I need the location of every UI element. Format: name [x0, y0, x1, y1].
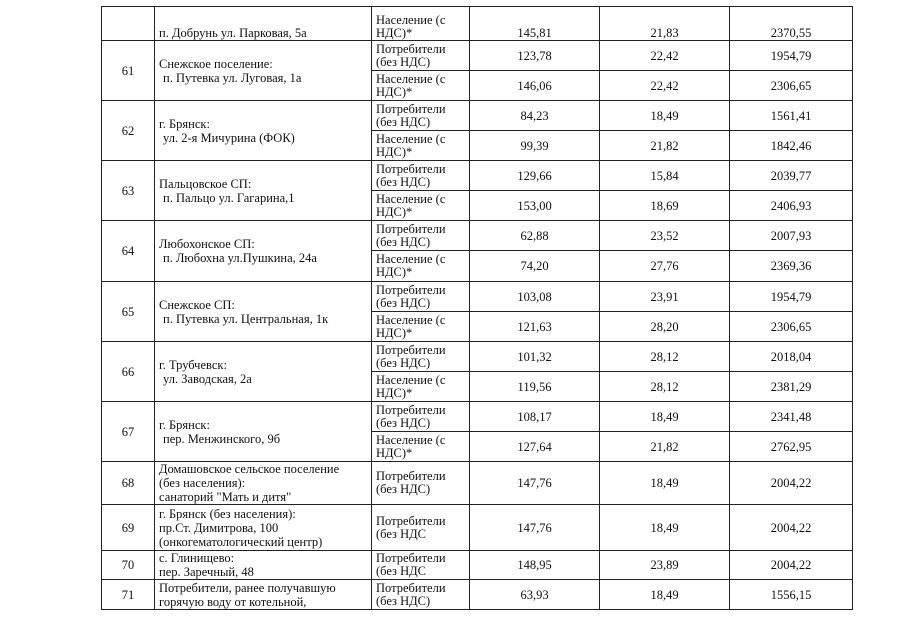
category-line: НДС)*: [376, 26, 413, 40]
address-cell: [155, 342, 372, 402]
tariff-value-cell-2: 22,42: [600, 41, 730, 71]
tariff-value-cell-2: 28,12: [600, 342, 730, 372]
tariff-value-cell-3: 2370,55: [730, 7, 853, 41]
consumer-category-cell: [372, 402, 470, 432]
address-cell: [155, 7, 372, 41]
tariff-value-cell-1: 63,93: [470, 580, 600, 610]
tariff-value-cell-1: 103,08: [470, 282, 600, 312]
tariff-value-cell-1: 146,06: [470, 71, 600, 101]
row-number-cell: 63: [102, 161, 155, 221]
row-number-cell: 69: [102, 505, 155, 551]
category-line: НДС)*: [376, 445, 413, 460]
tariff-value-cell-3: 2381,29: [730, 372, 853, 402]
consumer-category-cell: [372, 282, 470, 312]
address-line: п. Добрунь ул. Парковая, 5а: [159, 26, 307, 40]
category-line: Население (с: [376, 191, 446, 206]
address-cell: [155, 282, 372, 342]
table-row: [102, 342, 853, 372]
table-row: [102, 161, 853, 191]
tariff-table: [101, 6, 853, 610]
category-line: Потребители: [376, 101, 446, 116]
address-cell: [155, 505, 372, 551]
category-line: НДС)*: [376, 385, 413, 400]
address-cell: [155, 161, 372, 221]
tariff-value-cell-2: 18,49: [600, 505, 730, 551]
tariff-value-cell-2: 27,76: [600, 251, 730, 282]
address-cell: [155, 580, 372, 610]
category-line: (без НДС): [376, 355, 431, 370]
address-line: горячую воду от котельной,: [159, 594, 307, 609]
tariff-value-cell-1: 123,78: [470, 41, 600, 71]
consumer-category-cell: [372, 71, 470, 101]
tariff-value-cell-2: 23,89: [600, 551, 730, 580]
address-line: Снежское поселение:: [159, 56, 273, 71]
tariff-value-cell-2: 15,84: [600, 161, 730, 191]
address-line: Пальцовское СП:: [159, 176, 252, 191]
tariff-value-cell-2: 28,20: [600, 312, 730, 342]
category-line: (без НДС): [376, 114, 431, 129]
address-cell: [155, 221, 372, 282]
row-number-cell: 64: [102, 221, 155, 282]
row-number-cell: 67: [102, 402, 155, 462]
tariff-value-cell-1: 108,17: [470, 402, 600, 432]
category-line: (без НДС): [376, 482, 431, 496]
tariff-value-cell-3: 2004,22: [730, 462, 853, 505]
category-line: Население (с: [376, 252, 446, 266]
tariff-value-cell-3: 2306,65: [730, 71, 853, 101]
tariff-value-cell-1: 99,39: [470, 131, 600, 161]
row-number-cell: 68: [102, 462, 155, 505]
category-line: Население (с: [376, 13, 446, 27]
address-line: с. Глинищево:: [159, 551, 235, 565]
address-line: Снежское СП:: [159, 297, 235, 312]
category-line: (без НДС): [376, 415, 431, 430]
tariff-value-cell-1: 129,66: [470, 161, 600, 191]
tariff-value-cell-1: 119,56: [470, 372, 600, 402]
consumer-category-cell: [372, 161, 470, 191]
consumer-category-cell: [372, 7, 470, 41]
tariff-value-cell-1: 148,95: [470, 551, 600, 580]
category-line: НДС)*: [376, 204, 413, 219]
table-row: [102, 101, 853, 131]
row-number-cell: 65: [102, 282, 155, 342]
tariff-value-cell-2: 18,49: [600, 580, 730, 610]
tariff-value-cell-3: 2306,65: [730, 312, 853, 342]
category-line: Население (с: [376, 432, 446, 447]
address-line: Потребители, ранее получавшую: [159, 580, 336, 595]
consumer-category-cell: [372, 41, 470, 71]
address-cell: [155, 402, 372, 462]
category-line: Население (с: [376, 312, 446, 327]
tariff-value-cell-1: 84,23: [470, 101, 600, 131]
address-line: г. Брянск:: [159, 116, 210, 131]
category-line: Население (с: [376, 372, 446, 387]
address-cell: [155, 41, 372, 101]
category-line: (без НДС: [376, 564, 427, 578]
tariff-value-cell-2: 23,91: [600, 282, 730, 312]
category-line: НДС)*: [376, 84, 413, 99]
table-row: [102, 221, 853, 251]
tariff-value-cell-2: 18,49: [600, 101, 730, 131]
table-row: [102, 7, 853, 41]
tariff-value-cell-1: 153,00: [470, 191, 600, 221]
address-line: г. Брянск:: [159, 417, 210, 432]
row-number-cell: 71: [102, 580, 155, 610]
address-line: пер. Менжинского, 9б: [163, 431, 281, 446]
row-number-cell: 61: [102, 41, 155, 101]
category-line: Население (с: [376, 131, 446, 146]
address-line: г. Брянск (без населения):: [159, 506, 296, 521]
table-row: [102, 580, 853, 610]
consumer-category-cell: [372, 131, 470, 161]
tariff-value-cell-3: 1561,41: [730, 101, 853, 131]
tariff-value-cell-1: 145,81: [470, 7, 600, 41]
tariff-value-cell-3: 2007,93: [730, 221, 853, 251]
consumer-category-cell: [372, 580, 470, 610]
consumer-category-cell: [372, 101, 470, 131]
category-line: Потребители: [376, 161, 446, 176]
tariff-value-cell-3: 2004,22: [730, 551, 853, 580]
address-line: пр.Ст. Димитрова, 100: [159, 520, 279, 535]
category-line: Потребители: [376, 580, 446, 595]
address-line: п. Любохна ул.Пушкина, 24а: [163, 251, 317, 265]
address-cell: [155, 101, 372, 161]
category-line: Потребители: [376, 41, 446, 56]
tariff-value-cell-2: 18,69: [600, 191, 730, 221]
category-line: (без НДС): [376, 593, 431, 608]
consumer-category-cell: [372, 342, 470, 372]
address-line: Домашовское сельское поселение: [159, 462, 340, 476]
tariff-table-body: [102, 7, 853, 610]
category-line: Потребители: [376, 402, 446, 417]
table-row: [102, 505, 853, 551]
row-number-cell: 70: [102, 551, 155, 580]
tariff-value-cell-1: 121,63: [470, 312, 600, 342]
category-line: Потребители: [376, 221, 446, 236]
consumer-category-cell: [372, 251, 470, 282]
tariff-value-cell-2: 21,83: [600, 7, 730, 41]
address-line: п. Путевка ул. Центральная, 1к: [163, 311, 329, 326]
tariff-value-cell-1: 147,76: [470, 505, 600, 551]
address-cell: [155, 462, 372, 505]
consumer-category-cell: [372, 191, 470, 221]
consumer-category-cell: [372, 462, 470, 505]
category-line: Потребители: [376, 551, 446, 565]
tariff-value-cell-2: 23,52: [600, 221, 730, 251]
address-line: (онкогематологический центр): [159, 534, 323, 549]
tariff-value-cell-1: 147,76: [470, 462, 600, 505]
category-line: Население (с: [376, 71, 446, 86]
tariff-value-cell-3: 1954,79: [730, 282, 853, 312]
address-line: п. Путевка ул. Луговая, 1а: [163, 70, 302, 85]
consumer-category-cell: [372, 432, 470, 462]
tariff-value-cell-3: 2369,36: [730, 251, 853, 282]
tariff-value-cell-3: 2406,93: [730, 191, 853, 221]
tariff-value-cell-3: 1954,79: [730, 41, 853, 71]
address-line: ул. Заводская, 2а: [163, 371, 252, 386]
table-row: [102, 462, 853, 505]
tariff-value-cell-1: 101,32: [470, 342, 600, 372]
category-line: (без НДС): [376, 54, 431, 69]
tariff-value-cell-1: 127,64: [470, 432, 600, 462]
tariff-value-cell-3: 1556,15: [730, 580, 853, 610]
category-line: (без НДС: [376, 526, 427, 541]
address-line: санаторий "Мать и дитя": [159, 490, 292, 504]
consumer-category-cell: [372, 505, 470, 551]
table-row: [102, 41, 853, 71]
tariff-value-cell-2: 18,49: [600, 402, 730, 432]
row-number-cell: 62: [102, 101, 155, 161]
address-line: ул. 2-я Мичурина (ФОК): [163, 130, 295, 145]
tariff-value-cell-2: 22,42: [600, 71, 730, 101]
category-line: (без НДС): [376, 174, 431, 189]
consumer-category-cell: [372, 551, 470, 580]
category-line: НДС)*: [376, 265, 413, 279]
row-number-cell: 66: [102, 342, 155, 402]
category-line: НДС)*: [376, 144, 413, 159]
consumer-category-cell: [372, 312, 470, 342]
table-row: [102, 551, 853, 580]
category-line: (без НДС): [376, 234, 431, 249]
tariff-value-cell-3: 2341,48: [730, 402, 853, 432]
tariff-value-cell-2: 28,12: [600, 372, 730, 402]
tariff-value-cell-2: 21,82: [600, 432, 730, 462]
tariff-value-cell-3: 2039,77: [730, 161, 853, 191]
address-line: г. Трубчевск:: [159, 357, 227, 372]
tariff-value-cell-1: 74,20: [470, 251, 600, 282]
category-line: Потребители: [376, 469, 446, 483]
address-cell: [155, 551, 372, 580]
tariff-value-cell-2: 18,49: [600, 462, 730, 505]
address-line: (без населения):: [159, 476, 246, 490]
table-row: [102, 402, 853, 432]
tariff-value-cell-3: 2004,22: [730, 505, 853, 551]
category-line: Потребители: [376, 282, 446, 297]
tariff-value-cell-1: 62,88: [470, 221, 600, 251]
category-line: Потребители: [376, 342, 446, 357]
tariff-value-cell-2: 21,82: [600, 131, 730, 161]
address-line: Любохонское СП:: [159, 237, 255, 251]
address-line: п. Пальцо ул. Гагарина,1: [163, 190, 295, 205]
consumer-category-cell: [372, 372, 470, 402]
category-line: Потребители: [376, 513, 446, 528]
consumer-category-cell: [372, 221, 470, 251]
address-line: пер. Заречный, 48: [159, 565, 254, 579]
category-line: НДС)*: [376, 325, 413, 340]
tariff-value-cell-3: 2018,04: [730, 342, 853, 372]
table-row: [102, 282, 853, 312]
row-number-cell: [102, 7, 155, 41]
tariff-value-cell-3: 1842,46: [730, 131, 853, 161]
category-line: (без НДС): [376, 295, 431, 310]
tariff-value-cell-3: 2762,95: [730, 432, 853, 462]
